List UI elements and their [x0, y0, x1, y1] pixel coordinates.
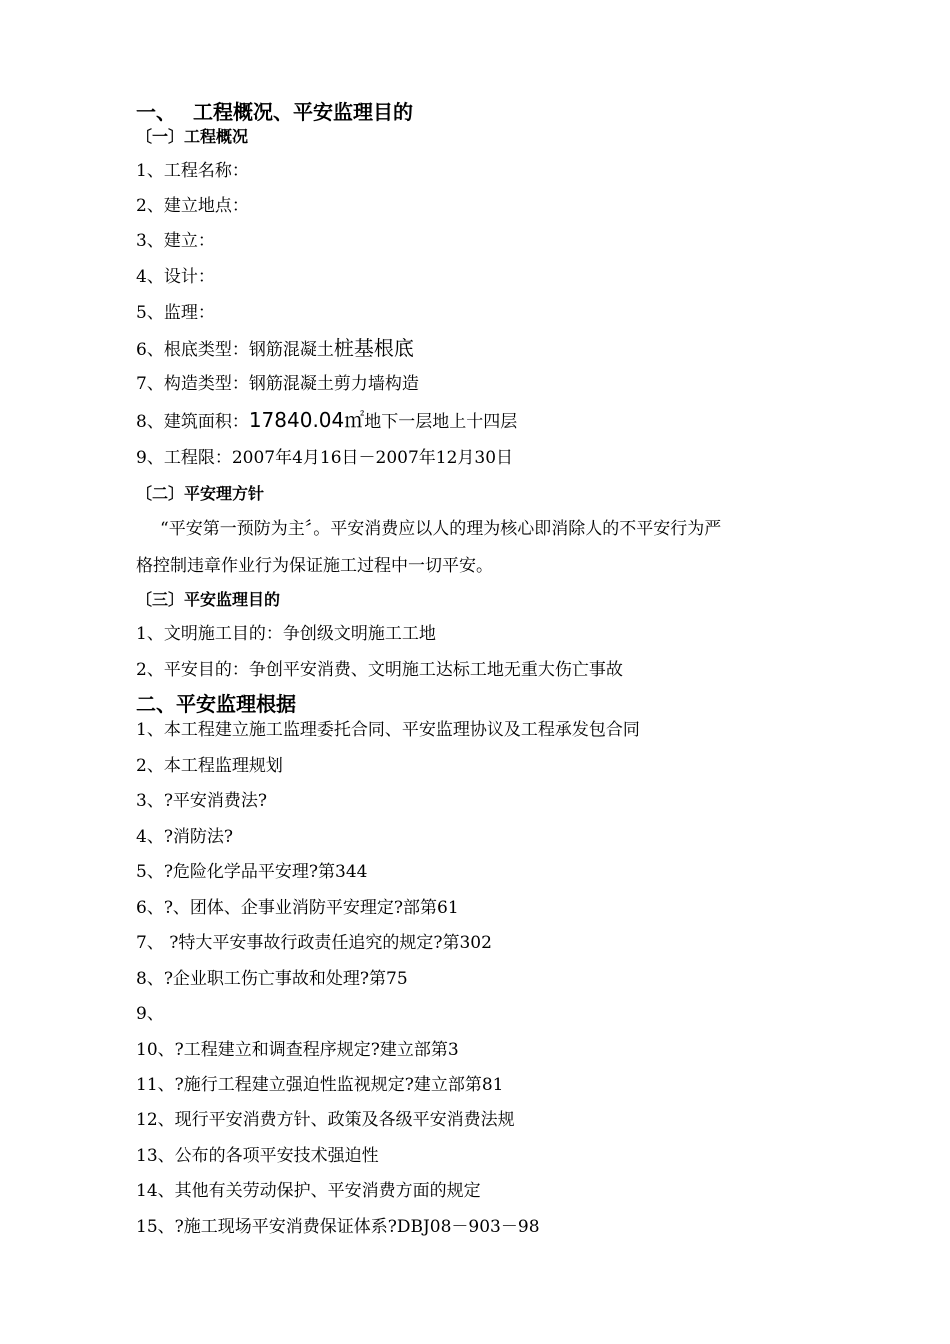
supervisor-line: 5、监理：: [136, 303, 215, 323]
basis-item: 14、其他有关劳动保护、平安消费方面的规定: [136, 1181, 481, 1201]
basis-item: 5、?危险化学品平安理?第344: [136, 862, 368, 882]
structure-type-line: 7、构造类型：钢筋混凝土剪力墙构造: [136, 374, 419, 394]
subsection3-heading: 〔三〕平安监理目的: [136, 590, 281, 609]
section2-heading: 二、平安监理根据: [136, 692, 296, 716]
basis-item: 10、?工程建立和调查程序规定?建立部第3: [136, 1040, 459, 1060]
civilized-construction-goal-line: 1、文明施工目的：争创级文明施工工地: [136, 624, 436, 644]
foundation-type-value: 桩基根底: [333, 336, 414, 360]
project-period-line: 9、工程限：2007年4月16日－2007年12月30日: [136, 448, 514, 468]
basis-item: 4、?消防法?: [136, 827, 234, 847]
basis-item: 6、?、团体、企事业消防平安理定?部第61: [136, 898, 459, 918]
section1-number: 一、: [136, 100, 176, 124]
section1-heading: [136, 99, 413, 125]
basis-item: 8、?企业职工伤亡事故和处理?第75: [136, 969, 408, 989]
basis-item: 9、: [136, 1004, 164, 1024]
basis-item: 3、?平安消费法?: [136, 791, 268, 811]
basis-item: 13、公布的各项平安技术强迫性: [136, 1146, 379, 1166]
policy-paragraph-line2: 格控制违章作业行为保证施工过程中一切平安。: [136, 556, 493, 576]
designer-line: 4、设计：: [136, 267, 215, 287]
building-floors-text: 地下一层地上十四层: [364, 412, 518, 432]
foundation-type-line: [136, 337, 414, 361]
section1-title: 工程概况、平安监理目的: [193, 100, 413, 124]
building-area-label: 8、建筑面积：: [136, 412, 249, 432]
basis-item: 7、 ?特大平安事故行政责任追究的规定?第302: [136, 933, 492, 953]
policy-paragraph-line1: “平安第一预防为主〞。平安消费应以人的理为核心即消除人的不平安行为严: [160, 519, 722, 539]
subsection2-heading: 〔二〕平安理方针: [136, 484, 265, 503]
basis-item: 15、?施工现场平安消费保证体系?DBJ08－903－98: [136, 1217, 540, 1237]
foundation-type-label: 6、根底类型：钢筋混凝土: [136, 340, 334, 360]
builder-line: 3、建立：: [136, 231, 215, 251]
subsection1-heading: 〔一〕工程概况: [136, 127, 249, 146]
basis-item: 11、?施行工程建立强迫性监视规定?建立部第81: [136, 1075, 504, 1095]
project-name-line: 1、工程名称：: [136, 161, 249, 181]
construction-site-line: 2、建立地点：: [136, 196, 249, 216]
building-area-value: 17840.04㎡: [248, 408, 365, 432]
basis-item: 1、本工程建立施工监理委托合同、平安监理协议及工程承发包合同: [136, 720, 640, 740]
basis-item: 12、现行平安消费方针、政策及各级平安消费法规: [136, 1110, 515, 1130]
building-area-line: [136, 409, 517, 433]
basis-item: 2、本工程监理规划: [136, 756, 283, 776]
safety-goal-line: 2、平安目的：争创平安消费、文明施工达标工地无重大伤亡事故: [136, 660, 623, 680]
